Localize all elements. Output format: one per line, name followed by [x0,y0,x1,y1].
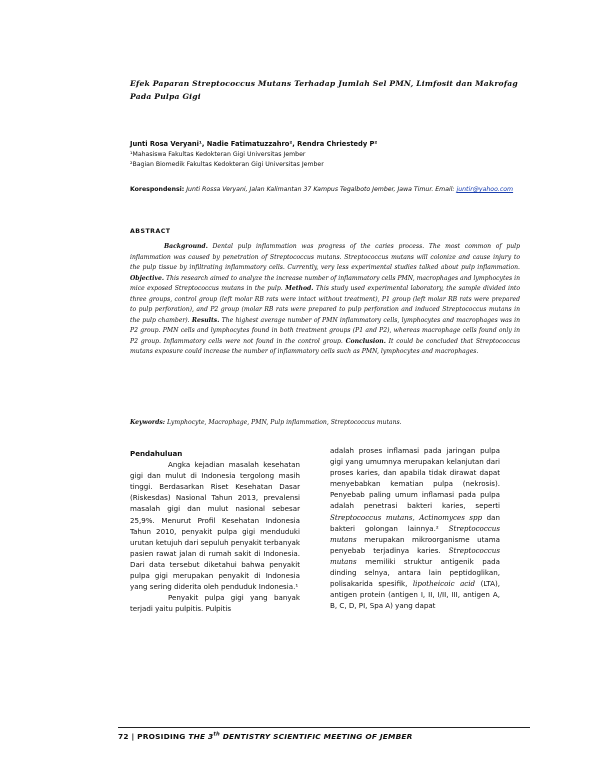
correspondence-address: Junti Rossa Veryani, Jalan Kalimantan 37 Kampus Tegalboto Jember, Jawa Timur. Email: [186,186,455,193]
section-heading: Pendahuluan [130,449,183,458]
affiliation-1: ¹Mahasiswa Fakultas Kedokteran Gigi Universitas Jember [130,151,306,158]
body-column-right [330,445,500,611]
keywords-text: Lymphocyte, Macrophage, PMN, Pulp inflammation, Streptococcus mutans. [166,419,402,426]
footer-meeting: DENTISTRY SCIENTIFIC MEETING OF JEMBER [222,732,413,741]
body-paragraph-1: Angka kejadian masalah kesehatan gigi dan mulut di Indonesia tergolong masih tinggi. Berdasarkan Riset Kesehatan Dasar (Riskesdas) Nasional Tahun 2013, prevalensi masalah gigi dan mulut nasional sebesar 25,9%. Menurut Profil Kesehatan Indonesia Tahun 2010, penyakit pulpa gigi menduduki urutan ketujuh dari sepuluh penyakit terbanyak pasien rawat jalan di rumah sakit di Indonesia. Dari data tersebut diketahui bahwa penyakit pulpa gigi merupakan penyakit di Indonesia yang sering diderita oleh penduduk Indonesia.¹ [130,460,300,592]
abstract-heading: ABSTRACT [130,228,171,235]
species-name-2: Streptococcus mutans [330,523,500,544]
right-text-a: adalah proses inflamasi pada jaringan pulpa gigi yang umumnya merupakan kelanjutan dari proses karies, dan apabila tidak dirawat dapat menyebabkan kematian pulpa (nekrosis). Penyebab paling umum inflamasi pada pulpa adalah penetrasi bakteri karies, seperti [330,446,500,511]
footer-divider [118,727,530,728]
keywords [130,418,520,428]
species-name-4: lipotheicoic acid [412,579,476,589]
correspondence [130,185,520,195]
body-paragraph-2: Penyakit pulpa gigi yang banyak terjadi yaitu pulpitis. Pulpitis [130,593,300,614]
footer-proceedings: PROSIDING [137,732,186,741]
body-paragraph-continued [330,445,500,611]
results-label: Results. [191,316,220,324]
conclusion-text: It could be concluded that Streptococcus mutans exposure could increase the number of inflammatory cells such as PMN, lymphocytes and macrophages. [130,337,520,355]
objective-text: This research aimed to analyze the increase number of inflammatory cells PMN, macrophages and lymphocytes in mice exposed Streptococcus mutans in the pulp. [130,274,520,292]
method-text: This study used experimental laboratory, the sample divided into three groups, control group (left molar RB rats were intact without treatment), P1 group (left molar RB rats were prepared to pulp perforation), and P2 group (molar RB rats were prepared to pulp perforation and induced Streptococcus mutans in the pulp chamber). [130,285,521,324]
species-name-3: Streptococcus mutans [330,545,500,566]
keywords-label: Keywords: [130,419,166,426]
footer-separator: | [131,732,135,741]
page-number: 72 [118,732,129,741]
footer-edition: THE 3 [188,732,214,741]
right-text-d: memiliki struktur antigenik pada dinding selnya, antara lain peptidoglikan, polisakarida spesifik, [330,556,500,589]
abstract-body [130,242,520,358]
background-text: Dental pulp inflammation was progress of the caries process. The most common of pulp inflammation was caused by penetration of Streptococcus mutans. Streptococcus mutans will colonize and cause injury to the pulp tissue by infiltrating inflammatory cells. Currently, very less experimental studies talked about pulp inflammation. [130,243,520,271]
species-name-1: Streptococcus mutans, Actinomyces spp [330,512,483,522]
correspondence-label: Korespondensi: [130,186,185,193]
right-text-b: dan bakteri golongan lainnya.² [330,512,500,533]
objective-label: Objective. [130,274,165,282]
footer-edition-suffix: th [213,731,220,738]
page-footer [118,732,530,741]
method-label: Method. [285,285,314,292]
author-list: Junti Rosa Veryani¹, Nadie Fatimatuzzahro², Rendra Chriestedy P² [130,140,378,148]
conclusion-label: Conclusion. [345,337,386,345]
paper-title: Efek Paparan Streptococcus Mutans Terhadap Jumlah Sel PMN, Limfosit dan Makrofag Pada Pulpa Gigi [130,79,518,101]
affiliation-2: ²Bagian Biomedik Fakultas Kedokteran Gigi Universitas Jember [130,161,324,168]
correspondence-email-link[interactable]: juntir@yahoo.com [456,186,514,193]
background-label: Background. [164,243,208,250]
right-text-c: merupakan mikroorganisme utama penyebab terjadinya karies. [330,534,500,555]
body-column-left [130,448,300,614]
results-text: The highest average number of PMN inflammatory cells, lymphocytes and macrophages was in P2 group. PMN cells and lymphocytes found in both treatment groups (P1 and P2), whereas macrophage cells found only in P2 group. Inflammatory cells were not found in the control group. [130,316,521,345]
right-text-e: (LTA), antigen protein (antigen I, II, I/II, III, antigen A, B, C, D, PI, Spa A) yang dapat [330,579,500,611]
